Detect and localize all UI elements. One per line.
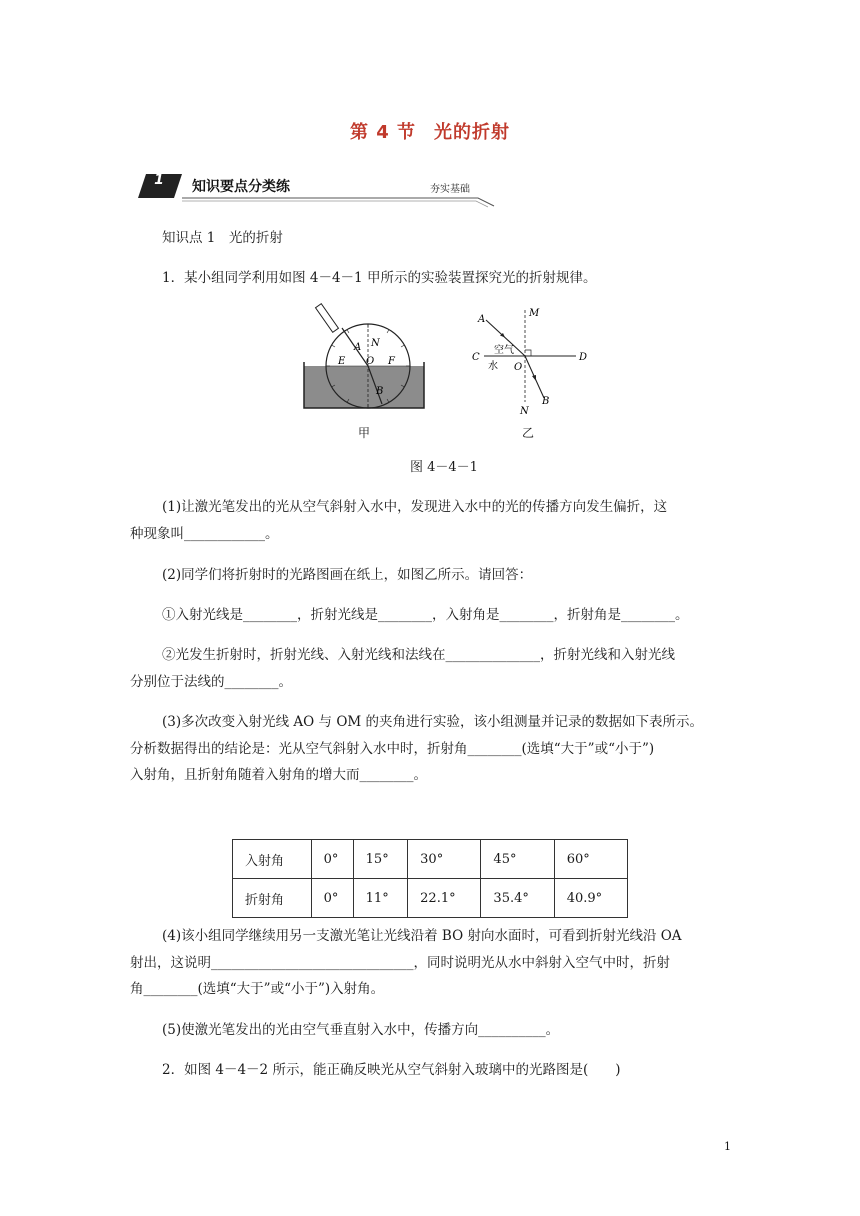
section-name: 光的折射: [434, 122, 511, 143]
question-1-stem: 1．某小组同学利用如图 4－4－1 甲所示的实验装置探究光的折射规律。: [162, 270, 597, 286]
data-table: [232, 839, 628, 918]
q1-part2: (2)同学们将折射时的光路图画在纸上，如图乙所示。请回答：: [162, 567, 533, 583]
question-2-stem: 2．如图 4－4－2 所示，能正确反映光从空气斜射入玻璃中的光路图是( ): [162, 1062, 621, 1078]
section-number: 第 4 节: [349, 122, 417, 143]
table-cell: 60°: [554, 840, 627, 879]
yi-label-N: N: [520, 406, 529, 416]
table-cell: 15°: [353, 840, 408, 879]
table-row-header: 入射角: [233, 840, 312, 879]
q1-part4-line3: 角________(选填“大于”或“小于”)入射角。: [130, 981, 385, 997]
q1-part2-b-line2: 分别位于法线的________。: [130, 674, 292, 690]
figure-jia-label: 甲: [358, 426, 371, 440]
yi-label-C: C: [472, 352, 480, 363]
q1-part2-a: ①入射光线是________，折射光线是________，入射角是________，折射角是________。: [162, 607, 689, 623]
page-number: 1: [724, 1140, 731, 1153]
q1-part2-b-line1: ②光发生折射时，折射光线、入射光线和法线在______________，折射光线和入射光线: [162, 647, 675, 663]
q1-part1-line2: 种现象叫____________。: [130, 526, 279, 542]
q1-part4-line2: 射出，这说明______________________________，同时说明光从水中斜射入空气中时，折射: [130, 955, 670, 971]
q1-part3-line2: 分析数据得出的结论是：光从空气斜射入水中时，折射角________(选填“大于”或“小于”): [130, 741, 655, 757]
yi-label-D: D: [579, 352, 588, 363]
table-row: [233, 840, 628, 879]
knowledge-point-heading: 知识点 1 光的折射: [162, 230, 283, 246]
q1-part1-line1: (1)让激光笔发出的光从空气斜射入水中，发现进入水中的光的传播方向发生偏折，这: [162, 499, 668, 515]
jia-label-N: N: [371, 338, 380, 349]
q1-part3-line1: (3)多次改变入射光线 AO 与 OM 的夹角进行实验，该小组测量并记录的数据如下表所示。: [162, 714, 703, 730]
table-cell: 0°: [311, 879, 353, 918]
figure-caption: 图 4－4－1: [410, 460, 478, 475]
yi-label-air: 空气: [494, 345, 514, 356]
jia-label-O: O: [366, 356, 375, 367]
jia-label-F: F: [388, 356, 395, 367]
yi-label-O: O: [514, 362, 523, 373]
figure-yi-label: 乙: [522, 426, 535, 440]
banner-number: 1: [154, 172, 164, 188]
table-cell: 11°: [353, 879, 408, 918]
table-cell: 40.9°: [554, 879, 627, 918]
table-cell: 45°: [481, 840, 554, 879]
banner-subtitle: 夯实基础: [430, 184, 470, 195]
yi-label-A: A: [478, 314, 486, 325]
q1-part5: (5)使激光笔发出的光由空气垂直射入水中，传播方向__________。: [162, 1022, 560, 1038]
yi-label-B: B: [542, 396, 550, 407]
figure-jia: [296, 300, 436, 420]
q1-part3-line3: 入射角，且折射角随着入射角的增大而________。: [130, 767, 427, 783]
table-cell: 22.1°: [408, 879, 481, 918]
table-cell: 30°: [408, 840, 481, 879]
table-cell: 0°: [311, 840, 353, 879]
banner-title: 知识要点分类练: [192, 179, 290, 195]
jia-label-A: A: [354, 342, 362, 353]
yi-label-M: M: [529, 308, 540, 319]
jia-label-E: E: [338, 356, 346, 367]
figure-yi: [466, 304, 596, 416]
jia-label-B: B: [376, 386, 384, 397]
page-title: [0, 118, 860, 144]
table-cell: 35.4°: [481, 879, 554, 918]
table-row: [233, 879, 628, 918]
table-row-header: 折射角: [233, 879, 312, 918]
q1-part4-line1: (4)该小组同学继续用另一支激光笔让光线沿着 BO 射向水面时，可看到折射光线沿 OA: [162, 928, 682, 944]
yi-label-water: 水: [488, 361, 498, 372]
